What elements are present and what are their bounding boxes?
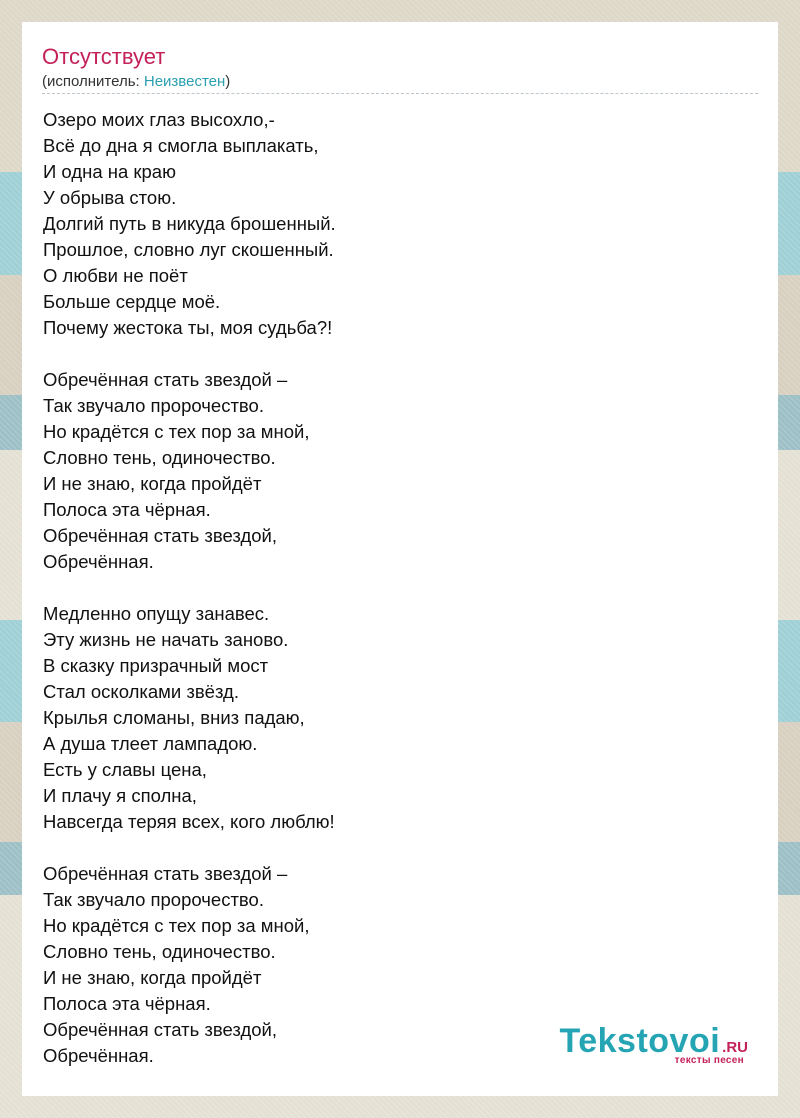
lyrics-line: Есть у славы цена, xyxy=(43,759,207,780)
lyrics-line: Словно тень, одиночество. xyxy=(43,941,276,962)
lyrics-line: Медленно опущу занавес. xyxy=(43,603,270,624)
lyrics-line: И не знаю, когда пройдёт xyxy=(43,967,262,988)
lyrics-stanza xyxy=(43,107,758,341)
lyrics-line: Всё до дна я смогла выплакать, xyxy=(43,135,319,156)
song-title: Отсутствует xyxy=(42,44,166,69)
lyrics-line: Обречённая стать звездой, xyxy=(43,1019,278,1040)
lyrics-line: Так звучало пророчество. xyxy=(43,889,264,910)
lyrics-line: Обречённая. xyxy=(43,1045,154,1066)
lyrics-line: У обрыва стою. xyxy=(43,187,177,208)
logo-word: Tekstovoi xyxy=(559,1022,721,1060)
lyrics-line: Навсегда теряя всех, кого люблю! xyxy=(43,811,335,832)
logo-tld: .RU xyxy=(722,1039,748,1056)
lyrics-line: Полоса эта чёрная. xyxy=(43,499,211,520)
lyrics-stanza xyxy=(43,601,758,835)
artist-link[interactable]: Неизвестен xyxy=(143,73,226,90)
lyrics-line: Почему жестока ты, моя судьба?! xyxy=(43,317,333,338)
lyrics-line: Обречённая стать звездой, xyxy=(43,525,278,546)
lyrics-line: Но крадётся с тех пор за мной, xyxy=(43,421,310,442)
lyrics-line: Долгий путь в никуда брошенный. xyxy=(43,213,336,234)
lyrics-line: Так звучало пророчество. xyxy=(43,395,264,416)
lyrics-line: Больше сердце моё. xyxy=(43,291,221,312)
lyrics-line: Обречённая стать звездой – xyxy=(43,369,288,390)
artist-line xyxy=(42,73,230,90)
lyrics-line: О любви не поёт xyxy=(43,265,188,286)
lyrics-line: И одна на краю xyxy=(43,161,176,182)
lyrics-body xyxy=(43,107,758,1069)
lyrics-line: Полоса эта чёрная. xyxy=(43,993,211,1014)
lyrics-line: Прошлое, словно луг скошенный. xyxy=(43,239,334,260)
lyrics-line: В сказку призрачный мост xyxy=(43,655,269,676)
artist-suffix: ) xyxy=(225,73,231,90)
site-logo[interactable] xyxy=(559,1022,748,1066)
lyrics-line: Но крадётся с тех пор за мной, xyxy=(43,915,310,936)
lyrics-line: И плачу я сполна, xyxy=(43,785,197,806)
logo-tagline: тексты песен xyxy=(674,1055,744,1066)
lyrics-line: Обречённая стать звездой – xyxy=(43,863,288,884)
lyrics-line: А душа тлеет лампадою. xyxy=(43,733,258,754)
lyrics-line: Словно тень, одиночество. xyxy=(43,447,276,468)
lyrics-line: Озеро моих глаз высохло,- xyxy=(43,109,275,130)
lyrics-line: Эту жизнь не начать заново. xyxy=(43,629,289,650)
lyrics-stanza xyxy=(43,367,758,575)
divider xyxy=(42,93,758,94)
lyrics-line: Крылья сломаны, вниз падаю, xyxy=(43,707,305,728)
lyrics-sheet xyxy=(22,22,778,1096)
lyrics-line: И не знаю, когда пройдёт xyxy=(43,473,262,494)
lyrics-line: Стал осколками звёзд. xyxy=(43,681,239,702)
lyrics-line: Обречённая. xyxy=(43,551,154,572)
artist-prefix: (исполнитель: xyxy=(42,73,144,90)
